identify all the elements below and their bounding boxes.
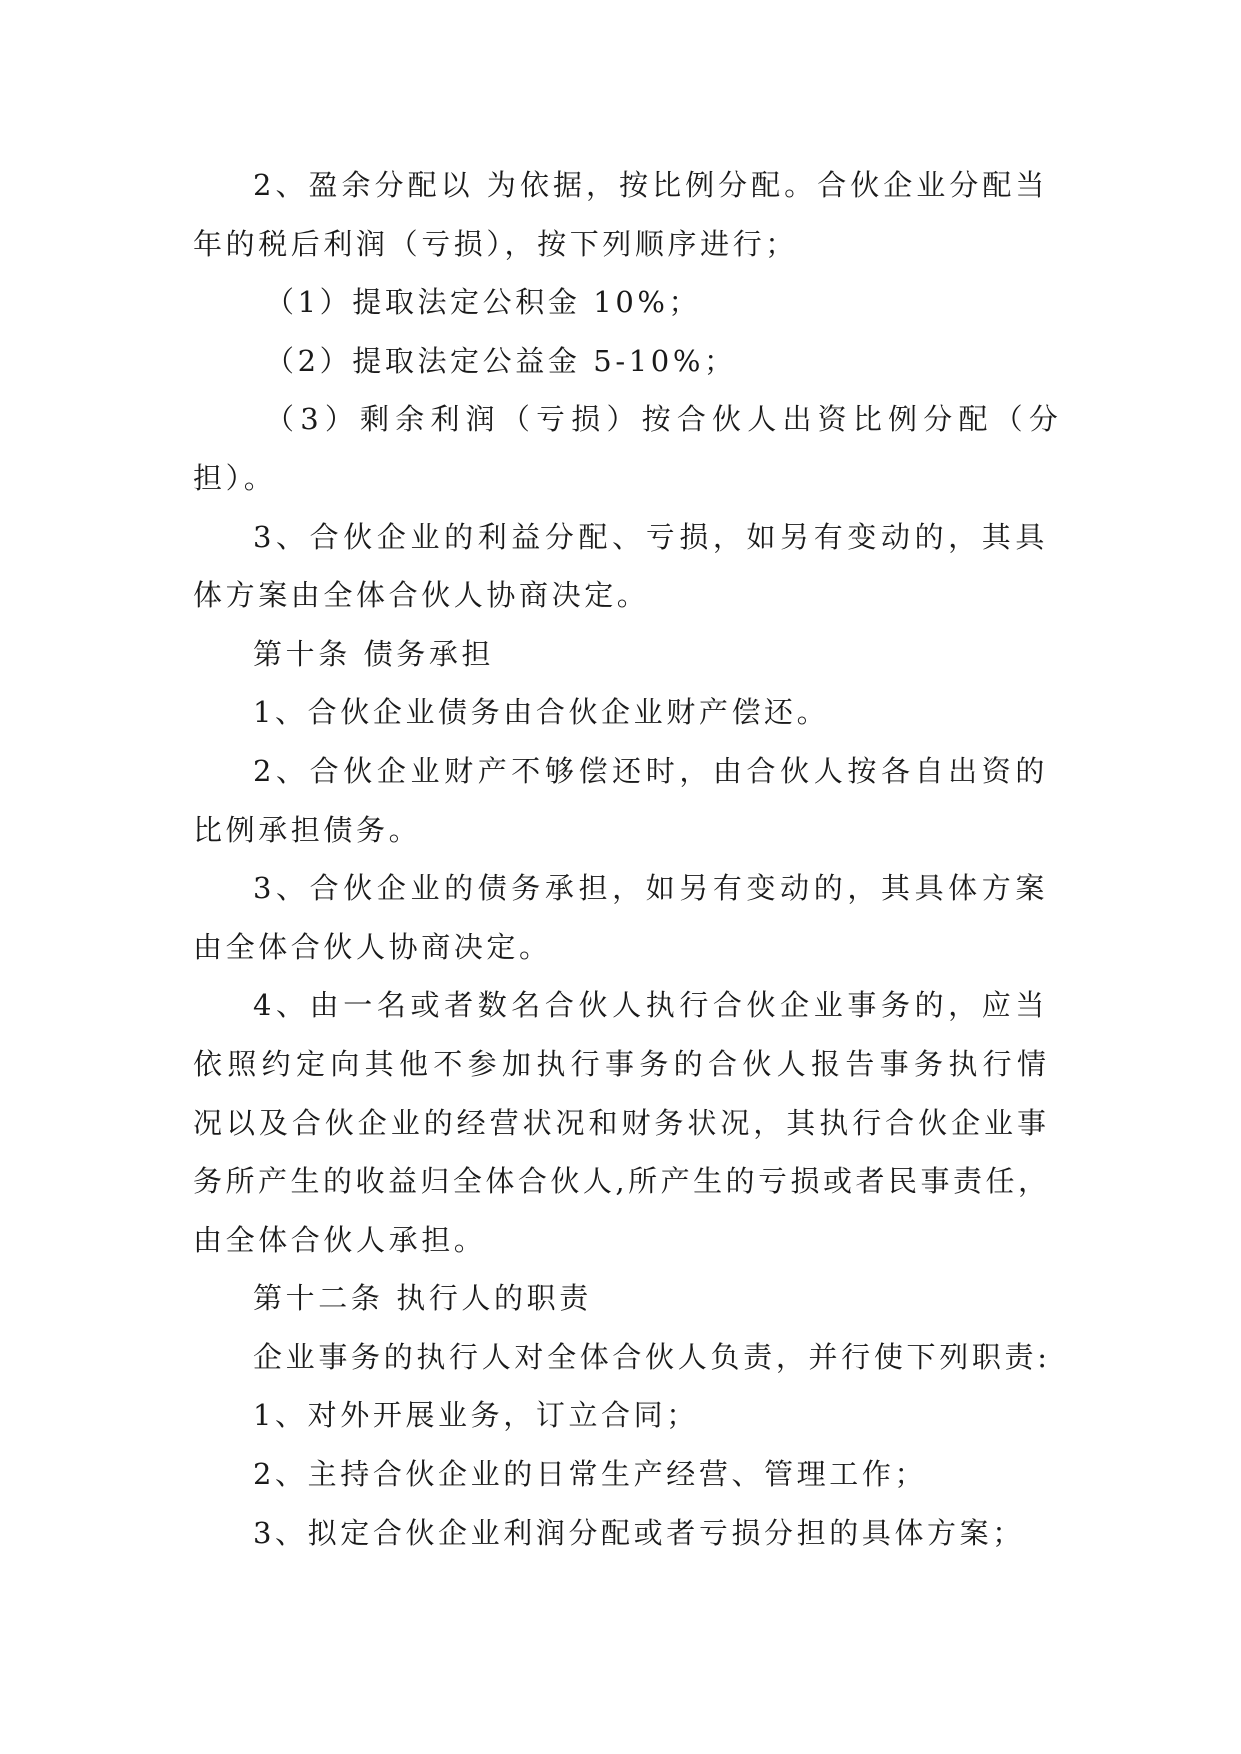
list-item: 1、对外开展业务，订立合同； <box>253 1398 699 1433</box>
document-body <box>193 156 1065 1562</box>
paragraph-line: 2、盈余分配以 为依据，按比例分配。合伙企业分配当 <box>253 168 1048 202</box>
list-item: （3）剩余利润（亏损）按合伙人出资比例分配（分 <box>265 402 1065 437</box>
section-heading: 第十二条 执行人的职责 <box>253 1281 592 1316</box>
paragraph-line: 年的税后利润（亏损），按下列顺序进行； <box>193 226 798 261</box>
paragraph-line: 3、合伙企业的债务承担，如另有变动的，其具体方案 <box>253 871 1048 906</box>
list-item: 2、主持合伙企业的日常生产经营、管理工作； <box>253 1457 928 1492</box>
paragraph-line: 比例承担债务。 <box>193 812 422 847</box>
paragraph-line: 3、合伙企业的利益分配、亏损，如另有变动的，其具 <box>253 519 1048 554</box>
section-heading: 第十条 债务承担 <box>253 636 495 671</box>
paragraph-line: 体方案由全体合伙人协商决定。 <box>193 578 650 613</box>
paragraph-line: 务所产生的收益归全体合伙人,所产生的亏损或者民事责任， <box>193 1164 1048 1199</box>
paragraph-line: 企业事务的执行人对全体合伙人负责，并行使下列职责: <box>253 1339 1048 1374</box>
paragraph-line: 4、由一名或者数名合伙人执行合伙企业事务的，应当 <box>253 988 1048 1023</box>
paragraph-line: 由全体合伙人承担。 <box>193 1222 487 1257</box>
list-item: （1）提取法定公积金 10%； <box>265 285 702 320</box>
paragraph-line: 依照约定向其他不参加执行事务的合伙人报告事务执行情 <box>193 1046 1048 1081</box>
list-item: 3、拟定合伙企业利润分配或者亏损分担的具体方案； <box>253 1515 1025 1550</box>
paragraph-line: 由全体合伙人协商决定。 <box>193 929 552 964</box>
paragraph-line: 1、合伙企业债务由合伙企业财产偿还。 <box>253 695 830 730</box>
paragraph-line: 2、合伙企业财产不够偿还时，由合伙人按各自出资的 <box>253 753 1048 788</box>
paragraph-line: 担）。 <box>193 460 277 495</box>
paragraph-line: 况以及合伙企业的经营状况和财务状况，其执行合伙企业事 <box>193 1105 1048 1140</box>
list-item: （2）提取法定公益金 5-10%； <box>265 343 737 378</box>
